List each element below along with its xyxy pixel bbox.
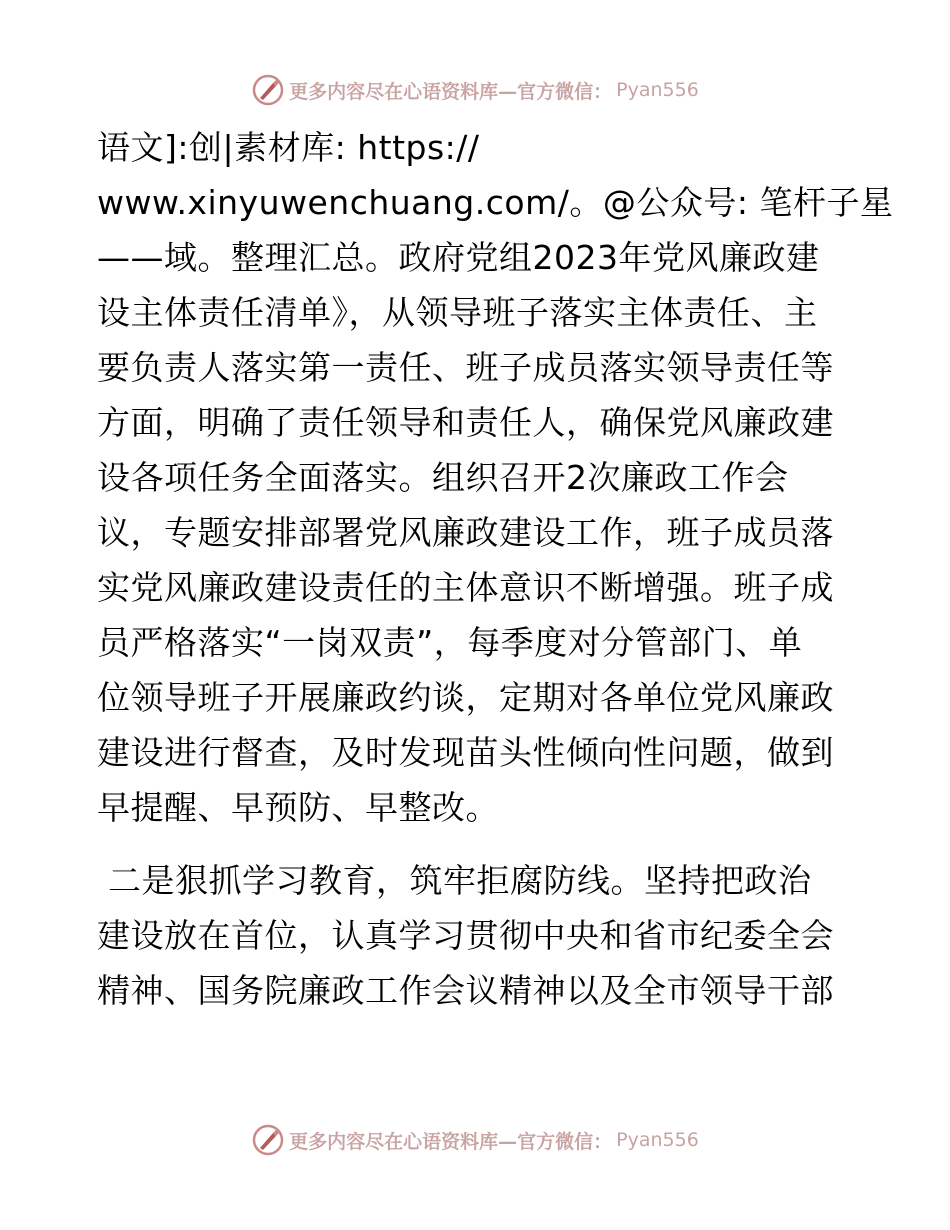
- document-body: [97, 120, 894, 1018]
- text-line: 精神、国务院廉政工作会议精神以及全市领导干部: [97, 971, 834, 1010]
- text-line: 二是狠抓学习教育，筑牢拒腐防线。坚持把政治: [97, 861, 812, 900]
- text-line: 要负责人落实第一责任、班子成员落实领导责任等: [97, 348, 834, 387]
- text-line: 建设进行督查，及时发现苗头性倾向性问题，做到: [97, 733, 834, 772]
- text-line: 建设放在首位，认真学习贯彻中央和省市纪委全会: [97, 916, 834, 955]
- paragraph-2: [97, 853, 857, 1018]
- text-line: www.xinyuwenchuang.com/。@公众号: 笔杆子星: [97, 183, 894, 222]
- text-line: 设各项任务全面落实。组织召开2次廉政工作会: [97, 458, 789, 497]
- watermark-contact: Pyan556: [616, 79, 699, 101]
- text-line: 实党风廉政建设责任的主体意识不断增强。班子成: [97, 568, 834, 607]
- text-line: 语文]:创|素材库: https://: [97, 128, 480, 167]
- text-line: 位领导班子开展廉政约谈，定期对各单位党风廉政: [97, 678, 834, 717]
- header-watermark: [0, 70, 950, 110]
- pen-seal-logo-icon: [251, 1123, 285, 1157]
- paragraph-gap: [97, 835, 857, 853]
- paragraph-1: [97, 120, 894, 835]
- text-line: 设主体责任清单》，从领导班子落实主体责任、主: [97, 293, 818, 332]
- text-line: 议，专题安排部署党风廉政建设工作，班子成员落: [97, 513, 834, 552]
- text-line: 方面，明确了责任领导和责任人，确保党风廉政建: [97, 403, 834, 442]
- footer-watermark: [0, 1120, 950, 1160]
- pen-seal-logo-icon: [251, 73, 285, 107]
- text-line: 早提醒、早预防、早整改。: [97, 788, 499, 827]
- watermark-contact: Pyan556: [616, 1129, 699, 1151]
- text-line: 员严格落实“一岗双责”，每季度对分管部门、单: [97, 623, 803, 662]
- watermark-text: 更多内容尽在心语资料库—官方微信：: [289, 80, 613, 103]
- text-line: ——域。整理汇总。政府党组2023年党风廉政建: [97, 238, 820, 277]
- watermark-text: 更多内容尽在心语资料库—官方微信：: [289, 1130, 613, 1153]
